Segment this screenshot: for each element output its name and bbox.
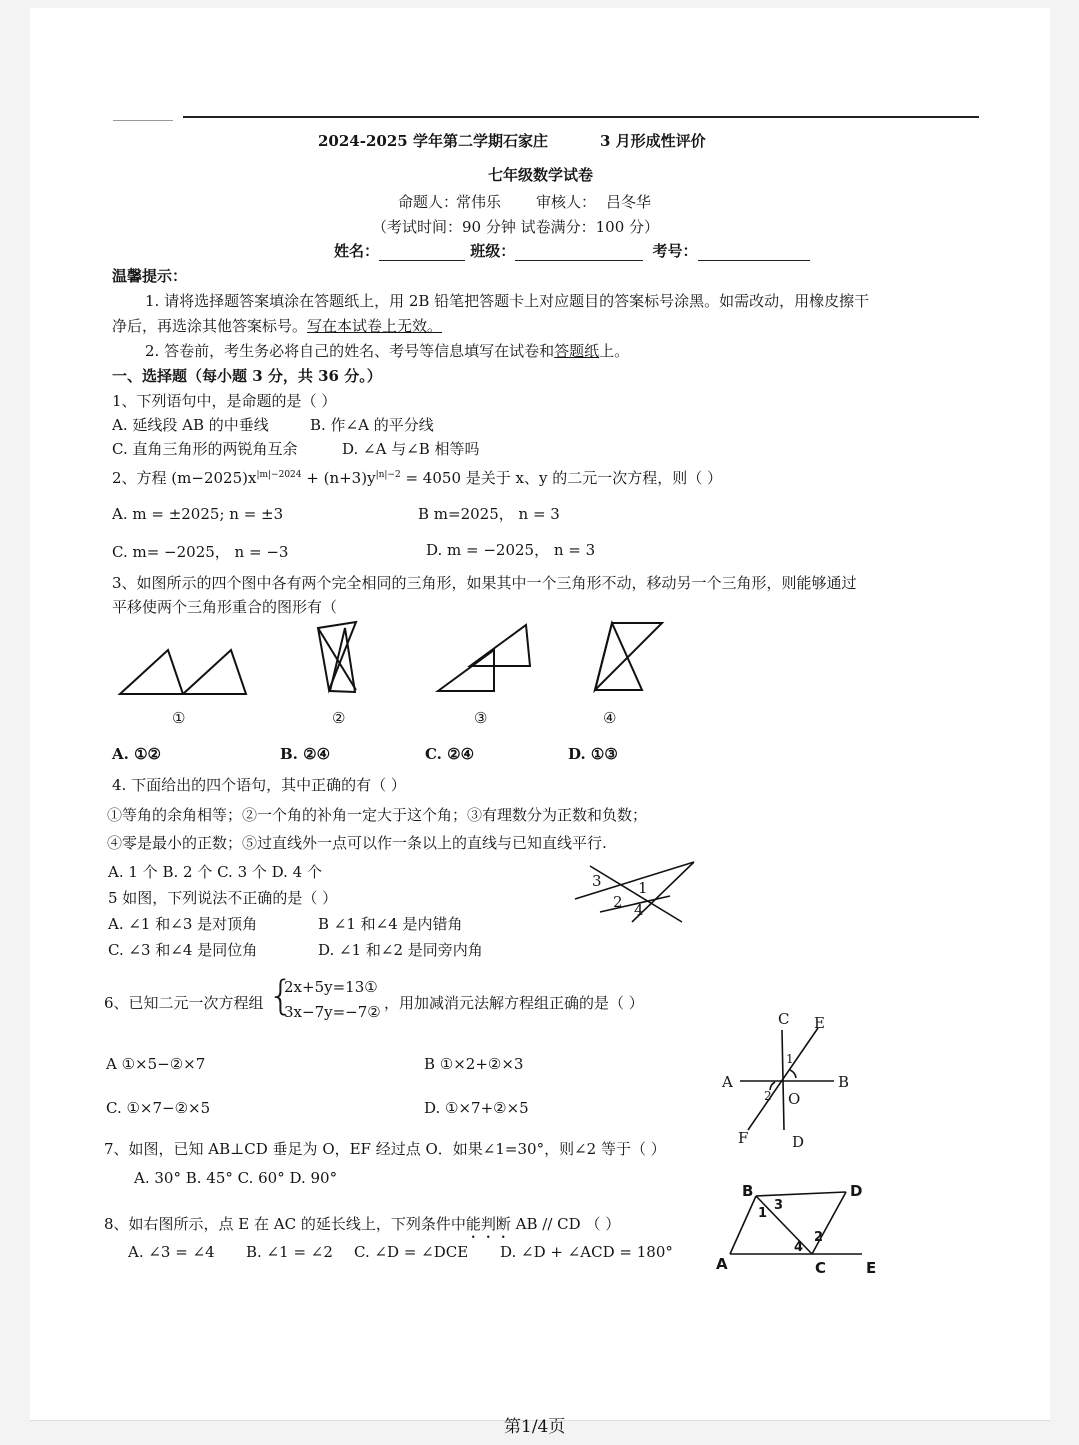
- title-right: 3 月形成性评价: [600, 132, 706, 150]
- q3-option-c[interactable]: C. ②④: [425, 745, 475, 763]
- q8-line-ab: [730, 1196, 756, 1254]
- tip-1-text: 净后，再选涂其他答案标号。: [112, 317, 308, 335]
- tip-2-text: 2. 答卷前，考生务必将自己的姓名、考号等信息填写在试卷和: [145, 342, 555, 360]
- page-number: 第1/4页: [504, 1417, 566, 1437]
- q8-label-b: B: [742, 1182, 754, 1200]
- q8-stem: [104, 1213, 620, 1242]
- q6-equation-2: 3x−7y=−7②: [284, 1003, 381, 1021]
- q3-label-3: ③: [474, 709, 488, 727]
- q8-line-bc: [756, 1196, 812, 1254]
- q6-option-c[interactable]: C. ①×7−②×5: [106, 1099, 211, 1117]
- q2-option-d[interactable]: D. m = −2025， n = 3: [426, 541, 596, 559]
- q2-stem-part-2: + (n+3)y: [301, 469, 376, 487]
- q1-option-b[interactable]: B. 作∠A 的平分线: [310, 416, 434, 434]
- q4-statement-line-2: ④零是最小的正数；⑤过直线外一点可以作一条以上的直线与已知直线平行.: [107, 834, 607, 852]
- q5-fig-label-2: 2: [613, 893, 623, 911]
- q2-exponent-1: |m|−2024: [256, 470, 302, 480]
- q3-label-4: ④: [603, 709, 617, 727]
- exam-info: （考试时间：90 分钟 试卷满分：100 分）: [372, 218, 660, 236]
- q4-stem: 4. 下面给出的四个语句，其中正确的有（ ）: [112, 776, 406, 794]
- q8-label-3: 3: [774, 1198, 784, 1213]
- q8-option-a[interactable]: A. ∠3 = ∠4: [128, 1243, 215, 1261]
- tip-2-end: 上。: [599, 342, 630, 360]
- q7-label-b: B: [838, 1073, 850, 1091]
- q3-option-b[interactable]: B. ②④: [280, 745, 331, 763]
- q8-line-bd: [756, 1192, 846, 1196]
- q8-option-d[interactable]: D. ∠D + ∠ACD = 180°: [500, 1243, 673, 1261]
- q7-options[interactable]: A. 30° B. 45° C. 60° D. 90°: [134, 1169, 338, 1187]
- q5-option-b[interactable]: B ∠1 和∠4 是内错角: [318, 915, 463, 933]
- tips-heading: 温馨提示：: [112, 267, 188, 285]
- q6-equation-1: 2x+5y=13①: [284, 978, 378, 996]
- q3-stem-line-2: 平移使两个三角形重合的图形有（: [112, 598, 338, 616]
- q7-label-o: O: [788, 1090, 801, 1108]
- q1-option-c[interactable]: C. 直角三角形的两锐角互余: [112, 440, 298, 458]
- q5-stem: 5 如图，下列说法不正确的是（ ）: [108, 889, 338, 907]
- name-label: 姓名：: [334, 242, 380, 260]
- q6-stem-end: ，用加减消元法解方程组正确的是（ ）: [384, 994, 644, 1012]
- q3-fig1-triangle-right: [183, 650, 246, 694]
- q5-option-a[interactable]: A. ∠1 和∠3 是对顶角: [108, 915, 258, 933]
- q8-label-2: 2: [814, 1230, 824, 1245]
- q2-stem-part-1: 2、方程 (m−2025)x: [112, 469, 257, 487]
- q3-fig1-triangle-left: [120, 650, 183, 694]
- section-1-heading: 一、选择题（每小题 3 分，共 36 分。）: [112, 367, 382, 385]
- q6-stem-start: 6、已知二元一次方程组: [104, 994, 264, 1012]
- q8-label-a: A: [716, 1255, 728, 1273]
- q3-label-2: ②: [332, 709, 346, 727]
- q3-stem-line-1: 3、如图所示的四个图中各有两个完全相同的三角形，如果其中一个三角形不动，移动另一个三角形，则能够通过: [112, 574, 857, 592]
- q8-label-c: C: [815, 1259, 827, 1277]
- tip-1-line-1: 1. 请将选择题答案填涂在答题纸上，用 2B 铅笔把答题卡上对应题目的答案标号涂黑。如需改动，用橡皮擦干: [145, 292, 870, 310]
- q8-label-1: 1: [758, 1206, 768, 1221]
- reviewer-name: 吕冬华: [606, 193, 652, 211]
- q8-stem-emphasis: 能判断: [465, 1215, 511, 1233]
- q8-stem-end: AB // CD （ ）: [510, 1215, 621, 1233]
- page-title: 七年级数学试卷: [488, 166, 594, 184]
- q6-brace: {: [268, 973, 294, 1019]
- q7-label-f: F: [738, 1129, 749, 1147]
- q6-option-d[interactable]: D. ①×7+②×5: [424, 1099, 529, 1117]
- q3-fig3-triangle-b: [470, 625, 530, 666]
- q5-fig-label-4: 4: [634, 901, 644, 919]
- q7-label-d: D: [792, 1133, 805, 1151]
- q7-label-2: 2: [764, 1089, 772, 1103]
- q5-fig-label-1: 1: [638, 879, 648, 897]
- q3-label-1: ①: [172, 709, 186, 727]
- title-left: 2024-2025 学年第二学期石家庄: [318, 132, 548, 150]
- q5-option-d[interactable]: D. ∠1 和∠2 是同旁内角: [318, 941, 483, 959]
- q8-option-b[interactable]: B. ∠1 = ∠2: [246, 1243, 333, 1261]
- reviewer-label: 审核人：: [536, 193, 597, 211]
- q5-option-c[interactable]: C. ∠3 和∠4 是同位角: [108, 941, 258, 959]
- q3-figure-3: [438, 625, 530, 691]
- q7-label-e: E: [814, 1014, 825, 1032]
- q2-option-c[interactable]: C. m= −2025， n = −3: [112, 543, 289, 561]
- q3-fig4-triangle-b: [595, 623, 642, 690]
- q3-figure-1: [120, 650, 246, 694]
- q8-option-c[interactable]: C. ∠D = ∠DCE: [354, 1243, 469, 1261]
- q6-option-a[interactable]: A ①×5−②×7: [106, 1055, 206, 1073]
- q3-figure-2: [318, 622, 356, 692]
- q1-option-d[interactable]: D. ∠A 与∠B 相等吗: [342, 440, 480, 458]
- q4-options[interactable]: A. 1 个 B. 2 个 C. 3 个 D. 4 个: [108, 863, 322, 881]
- tip-2-underlined: 答题纸: [554, 342, 600, 360]
- author-name: 常伟乐: [456, 193, 502, 211]
- q7-angle-1-arc: [790, 1070, 796, 1078]
- q3-fig3-triangle-a: [438, 650, 494, 691]
- q8-stem-start: 8、如右图所示，点 E 在 AC 的延长线上，下列条件中: [104, 1215, 466, 1233]
- q3-fig4-triangle-a: [595, 623, 662, 690]
- q3-option-d[interactable]: D. ①③: [568, 745, 618, 763]
- number-label: 考号：: [652, 242, 698, 260]
- q1-stem: 1、下列语句中，是命题的是（ ）: [112, 392, 337, 410]
- author-label: 命题人：: [398, 193, 459, 211]
- q7-label-c: C: [778, 1010, 790, 1028]
- q1-option-a[interactable]: A. 延线段 AB 的中垂线: [112, 416, 269, 434]
- q4-statement-line-1: ①等角的余角相等；②一个角的补角一定大于这个角；③有理数分为正数和负数；: [107, 806, 648, 824]
- q2-option-b[interactable]: B m=2025， n = 3: [418, 505, 560, 523]
- q7-stem: 7、如图，已知 AB⊥CD 垂足为 O，EF 经过点 O．如果∠1=30°，则∠2 等于（ ）: [104, 1140, 666, 1158]
- q7-label-a: A: [722, 1073, 733, 1091]
- q8-label-d: D: [850, 1182, 863, 1200]
- q8-label-e: E: [866, 1259, 877, 1277]
- class-label: 班级：: [470, 242, 516, 260]
- q2-exponent-2: |n|−2: [375, 470, 401, 480]
- q3-figure-4: [595, 623, 662, 690]
- q5-fig-label-3: 3: [592, 872, 602, 890]
- q3-option-a[interactable]: A. ①②: [112, 745, 161, 763]
- tip-1-underlined: 写在本试卷上无效。: [307, 317, 443, 335]
- q7-label-1: 1: [786, 1052, 794, 1066]
- q2-option-a[interactable]: A. m = ±2025; n = ±3: [112, 505, 284, 523]
- q6-option-b[interactable]: B ①×2+②×3: [424, 1055, 524, 1073]
- q2-stem-part-3: = 4050 是关于 x、y 的二元一次方程，则（ ）: [400, 469, 722, 487]
- q7-figure: [740, 1028, 834, 1130]
- q8-label-4: 4: [794, 1240, 804, 1255]
